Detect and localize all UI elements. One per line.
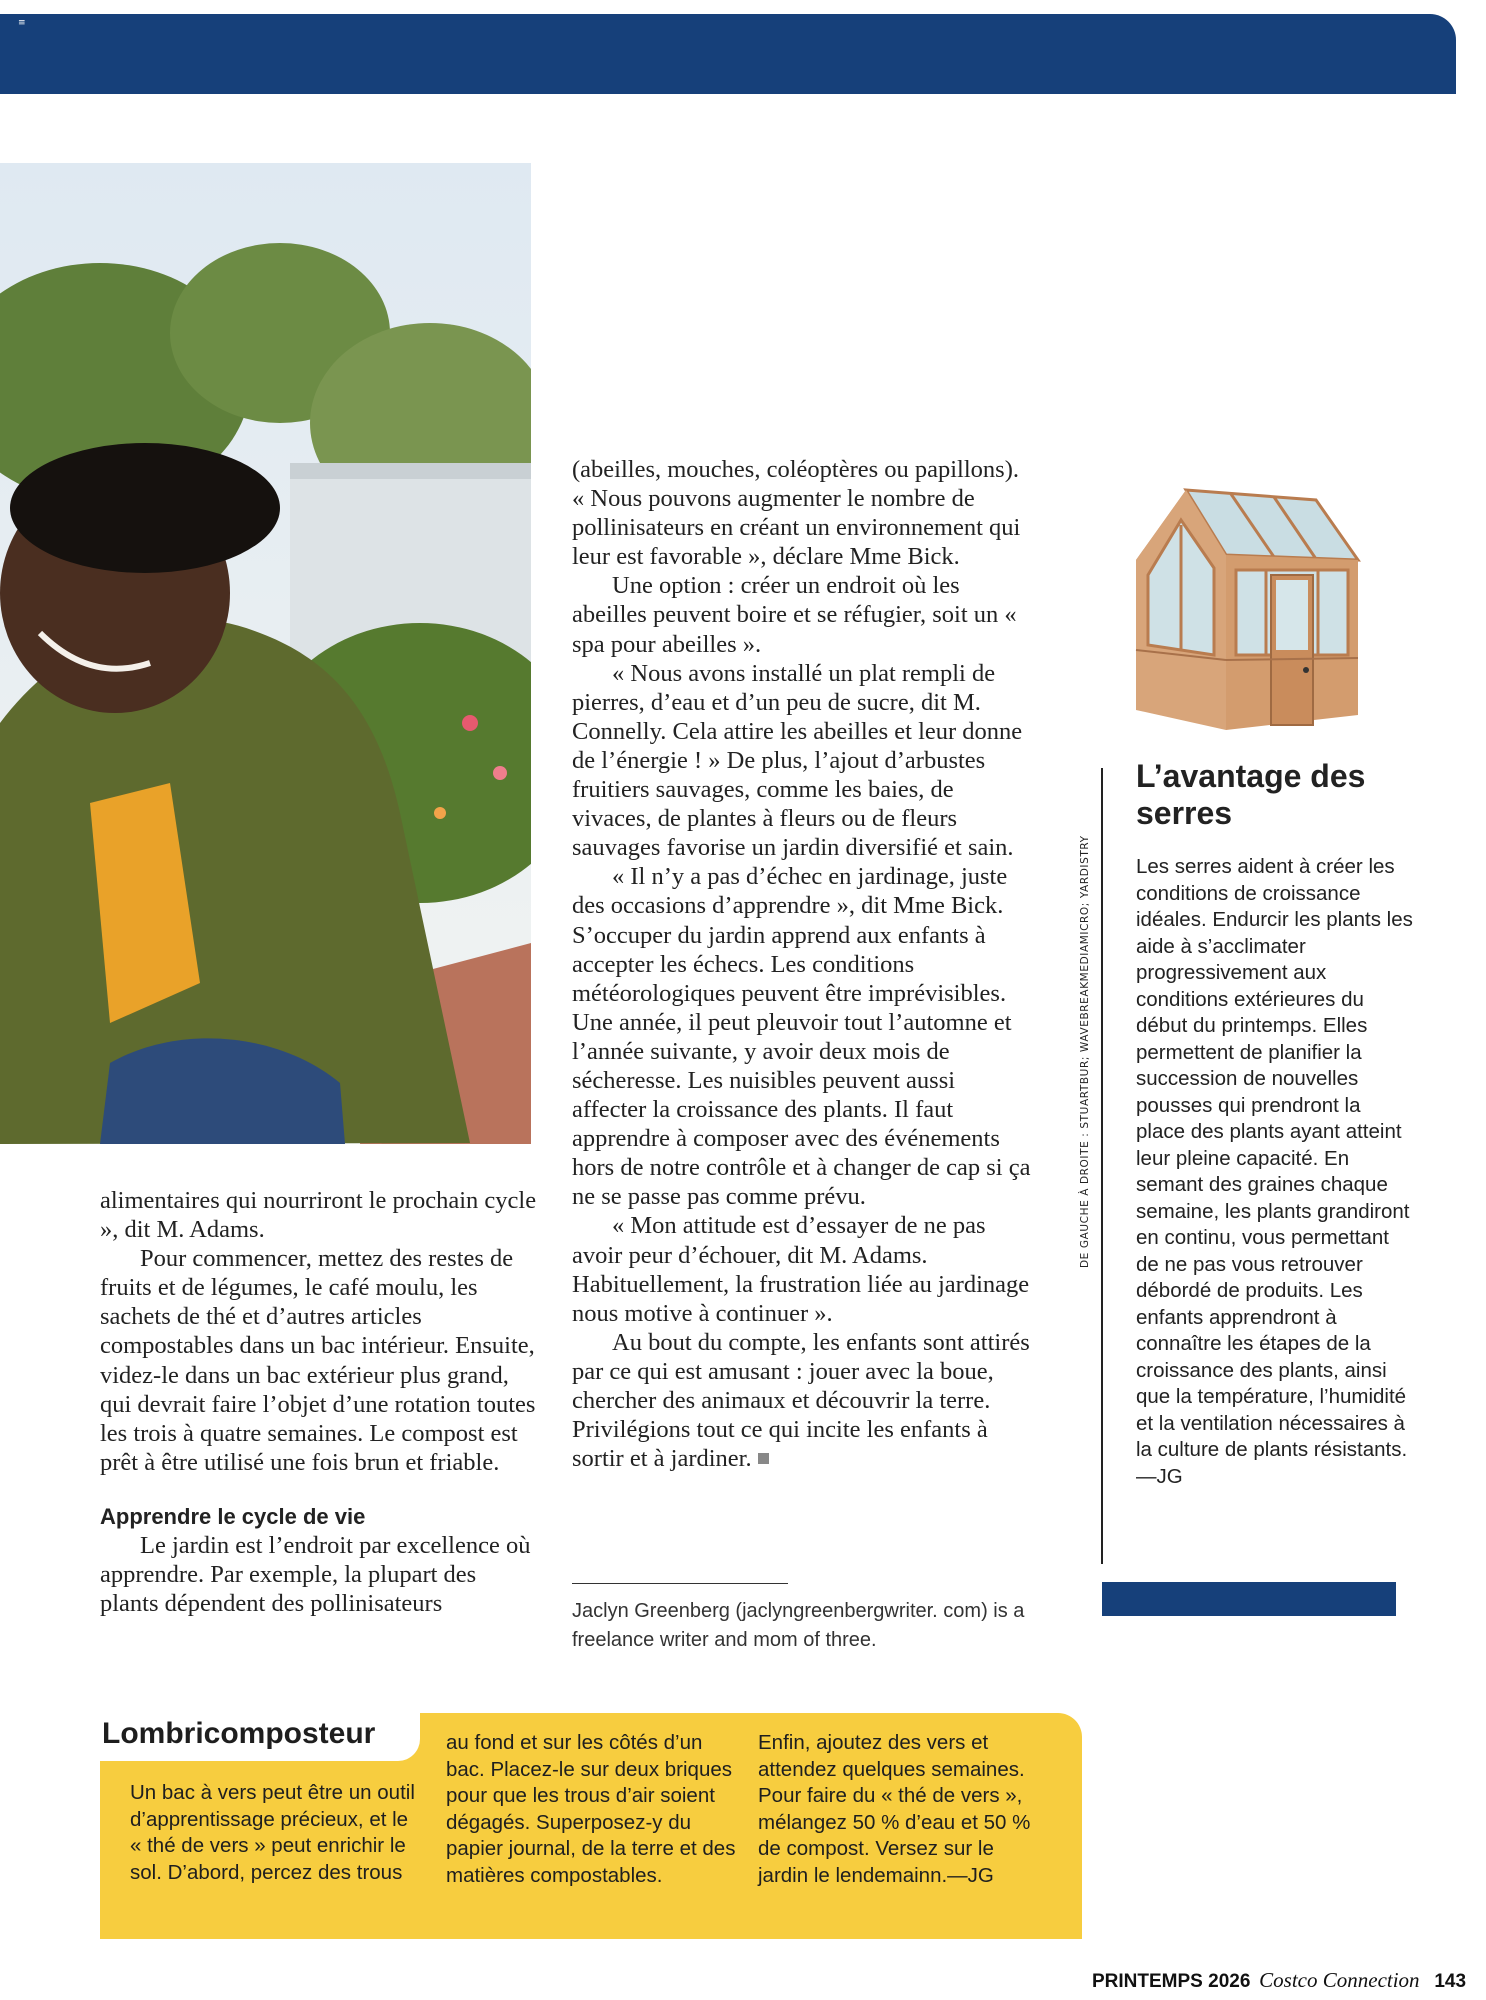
sidebar-body: Les serres aident à créer les conditions de croissance idéales. Endurcir les plants les aide à s’acclimater progressivement aux conditions extérieures du début du printemps. Elles permettent de planifier la succession de nouvelles pousses qui prendront la place des plants ayant atteint leur pleine capacité. En semant des graines chaque semaine, les plants grandiront en continu, vous permettant de ne pas vous retrouver débordé de produits. Les enfants apprendront à connaître les étapes de la croissance des plants, ainsi que la température, l’humidité et la ventilation nécessaires à la culture de plants résistants.—JG: [1136, 855, 1413, 1488]
article-middle-column: [572, 455, 1032, 1473]
garden-photo-illustration: [0, 163, 531, 1144]
paragraph: alimentaires qui nourriront le prochain cycle », dit M. Adams.: [100, 1187, 537, 1244]
author-bio: Jaclyn Greenberg (jaclyngreenbergwriter. com) is a freelance writer and mom of three.: [572, 1600, 1025, 1651]
paragraph: Le jardin est l’endroit par excellence où apprendre. Par exemple, la plupart des plants dépendent des pollinisateurs: [100, 1531, 531, 1618]
paragraph: (abeilles, mouches, coléoptères ou papillons). « Nous pouvons augmenter le nombre de pollinisateurs en créant un environnement qui leur est favorable », déclare Mme Bick.: [572, 456, 1021, 571]
footer-season: PRINTEMPS 2026: [1092, 1971, 1251, 1992]
sidebar-divider: [1101, 768, 1103, 1564]
paragraph-text: Au bout du compte, les enfants sont attirés par ce qui est amusant : jouer avec la boue, chercher des animaux et découvrir la terre. Privilégions tout ce qui incite les enfants à sortir et à jardiner.: [572, 1328, 1030, 1473]
worm-composter-title: Lombricomposteur: [102, 1717, 376, 1750]
bio-divider: [572, 1583, 788, 1584]
worm-composter-col-1: Un bac à vers peut être un outil d’apprentissage précieux, et le « thé de vers » peut enrichir le sol. D’abord, percez des trous: [130, 1781, 415, 1884]
worm-composter-col-2: au fond et sur les côtés d’un bac. Placez-le sur deux briques pour que les trous d’air soient dégagés. Superposez-y du papier journal, de la terre et des matières compostables.: [446, 1731, 736, 1887]
paragraph: « Mon attitude est d’essayer de ne pas avoir peur d’échouer, dit M. Adams. Habituellement, la frustration liée au jardinage nous motive à continuer ».: [572, 1212, 1030, 1327]
end-mark-icon: [758, 1453, 769, 1464]
sidebar-title: L’avantage des serres: [1136, 758, 1366, 831]
page-footer: [1092, 1968, 1466, 1994]
page-number: 143: [1434, 1971, 1467, 1992]
paragraph-last: [572, 1328, 1032, 1473]
paragraph: Pour commencer, mettez des restes de fruits et de légumes, le café moulu, les sachets de thé et d’autres articles compostables dans un bac intérieur. Ensuite, videz-le dans un bac extérieur plus grand, qui devrait faire l’objet d’une rotation toutes les trois à quatre semaines. Le compost est prêt à être utilisé une fois brun et friable.: [100, 1245, 536, 1476]
section-subhead: Apprendre le cycle de vie: [100, 1503, 366, 1529]
menu-icon: ≡: [18, 18, 26, 28]
worm-composter-col-3: Enfin, ajoutez des vers et attendez quelques semaines. Pour faire du « thé de vers », mélangez 50 % d’eau et 50 % de compost. Versez sur le jardin le lendemainn.—JG: [758, 1731, 1031, 1887]
greenhouse-image: [1126, 480, 1366, 742]
garden-photo: [0, 163, 531, 1144]
header-band: [0, 14, 1456, 94]
footer-magazine: Costco Connection: [1259, 1968, 1420, 1992]
paragraph: Une option : créer un endroit où les abeilles peuvent boire et se réfugier, soit un « spa pour abeilles ».: [572, 572, 1017, 658]
paragraph: « Il n’y a pas d’échec en jardinage, juste des occasions d’apprendre », dit Mme Bick. S’occuper du jardin apprend aux enfants à accepter les échecs. Les conditions météorologiques peuvent être imprévisibles. Une année, il peut pleuvoir tout l’automne et l’année suivante, y avoir deux mois de sécheresse. Les nuisibles peuvent aussi affecter la croissance des plants. Il faut apprendre à composer avec des événements hors de notre contrôle et à changer de cap si ça ne se passe pas comme prévu.: [572, 863, 1031, 1211]
paragraph: « Nous avons installé un plat rempli de pierres, d’eau et d’un peu de sucre, dit M. Connelly. Cela attire les abeilles et leur donne de l’énergie ! » De plus, l’ajout d’arbustes fruitiers sauvages, comme les baies, de vivaces, de plantes à fleurs ou de fleurs sauvages favorise un jardin diversifié et sain.: [572, 659, 1023, 862]
greenhouse-illustration: [1126, 480, 1366, 742]
photo-credit: DE GAUCHE À DROITE : STUARTBUR; WAVEBREAKMEDIAMICRO; YARDISTRY: [1079, 835, 1091, 1268]
sidebar-footer-bar: [1102, 1582, 1396, 1616]
article-left-column: [100, 1186, 540, 1618]
